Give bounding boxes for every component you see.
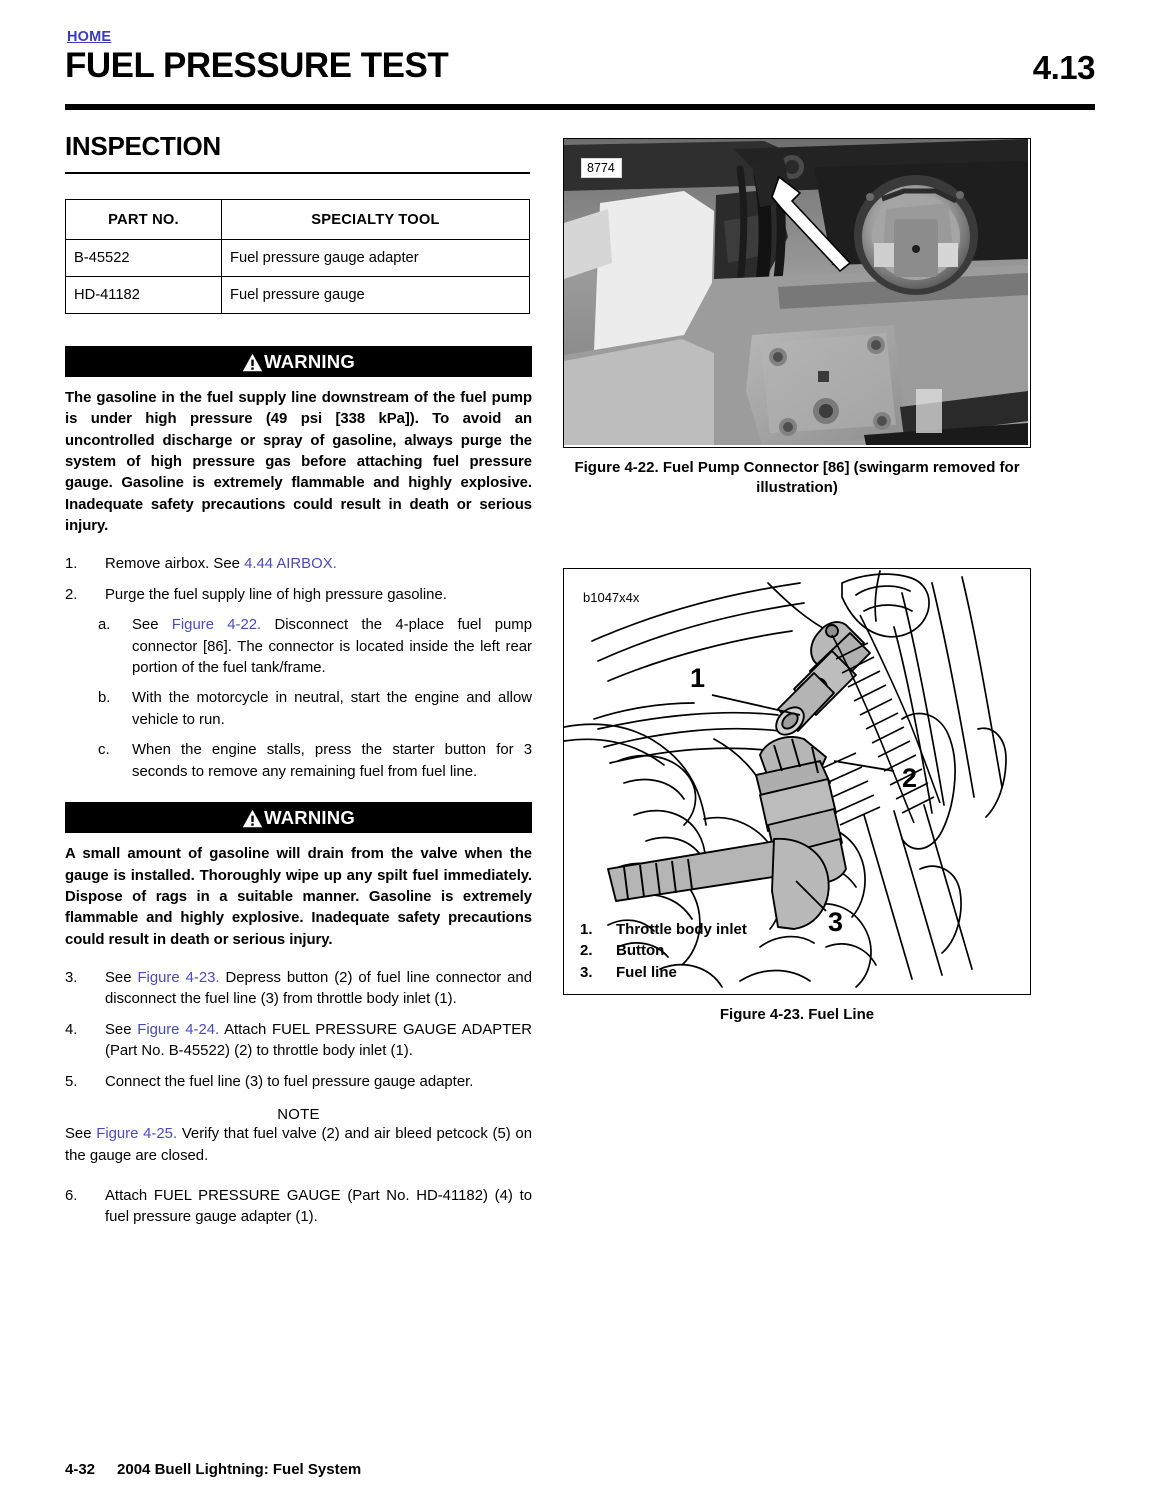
step-text: Connect the fuel line (3) to fuel pressure gauge adapter. (105, 1073, 474, 1090)
warning-text-1: The gasoline in the fuel supply line downstream of the fuel pump is under high pressure (49 psi [338 kPa]). To avoid an uncontrolled discharge or spray of gasoline, always purge the system of high pressure gas before attaching fuel pressure gauge. Gasoline is extremely flammable and highly explosive. Inadequate safety precautions could result in death or serious injury. (65, 390, 532, 534)
sub-step-text: With the motorcycle in neutral, start the engine and allow vehicle to run. (132, 690, 532, 728)
header-divider (65, 104, 1095, 110)
legend-item (580, 919, 747, 940)
warning-label: WARNING (264, 806, 355, 828)
figure-4-22-image (563, 138, 1031, 448)
note-text (65, 1124, 532, 1167)
step-number: 5. (65, 1073, 78, 1090)
cell-tool-name: Fuel pressure gauge (222, 277, 530, 314)
sub-step-letter: c. (98, 742, 110, 759)
step-text-before: Remove airbox. See (105, 556, 245, 573)
section-number: 4.13 (1032, 49, 1095, 86)
sub-step-letter: a. (98, 617, 111, 634)
warning-triangle-icon (242, 809, 263, 828)
table-row (66, 240, 530, 277)
legend-label: Fuel line (616, 963, 677, 981)
sub-step-text (132, 615, 532, 679)
step-text-before: See (105, 969, 138, 986)
step-number: 4. (65, 1021, 78, 1038)
left-column (65, 131, 532, 1238)
right-column (563, 138, 1031, 1025)
home-link[interactable]: HOME (67, 29, 112, 45)
callout-3: 3 (828, 906, 844, 937)
step-number: 3. (65, 969, 78, 986)
sub-step-a (98, 615, 532, 679)
figure-4-22-caption: Figure 4-22. Fuel Pump Connector [86] (swingarm removed for illustration) (574, 459, 1020, 496)
sub-step-letter: b. (98, 690, 111, 707)
step-number: 2. (65, 586, 78, 603)
note-heading: NOTE (277, 1107, 320, 1124)
step-number: 6. (65, 1188, 78, 1204)
cross-reference-link[interactable]: Figure 4-23. (137, 969, 220, 986)
step-text-after: Depress button (2) of fuel line connector and disconnect the fuel line (3) from throttle body inlet (1). (105, 969, 532, 1008)
step-text-before: See (105, 1021, 138, 1038)
cell-part-no: HD-41182 (66, 277, 222, 314)
step-4 (65, 1020, 532, 1063)
figure-4-23-legend (580, 919, 747, 983)
warning-triangle-icon (242, 353, 263, 372)
legend-number: 3. (580, 963, 593, 981)
warning-banner-1 (65, 346, 532, 377)
step-text (105, 1020, 532, 1063)
warning-label: WARNING (264, 350, 355, 372)
cross-reference-link[interactable]: Figure 4-22. (171, 617, 262, 634)
callout-2: 2 (902, 762, 918, 793)
legend-number: 2. (580, 942, 593, 960)
figure-4-22-image-id: 8774 (581, 158, 622, 178)
step-number: 1. (65, 556, 78, 573)
column-header-part-no: PART NO. (66, 200, 222, 240)
figure-4-23-image-id: b1047x4x (583, 589, 640, 605)
step-text: Attach FUEL PRESSURE GAUGE (Part No. HD-41182) (4) to fuel pressure gauge adapter (1). (105, 1188, 532, 1226)
inspection-heading: INSPECTION (65, 131, 221, 161)
legend-label: Button (616, 942, 665, 960)
column-header-specialty-tool: SPECIALTY TOOL (222, 200, 530, 240)
sub-step-b (98, 688, 532, 731)
note-text-after: Verify that fuel valve (2) and air bleed petcock (5) on the gauge are closed. (65, 1126, 532, 1164)
cross-reference-link[interactable]: 4.44 AIRBOX. (244, 556, 337, 573)
step-text (105, 554, 532, 575)
step-5 (65, 1072, 532, 1093)
legend-item (580, 940, 747, 961)
inspection-divider (65, 172, 530, 174)
sub-step-text: When the engine stalls, press the starter button for 3 seconds to remove any remaining fuel from fuel line. (132, 742, 532, 780)
footer-document-title: 2004 Buell Lightning: Fuel System (117, 1461, 362, 1478)
step-2 (65, 585, 532, 606)
cell-part-no: B-45522 (66, 240, 222, 277)
note-text-before: See (65, 1126, 97, 1143)
step-3 (65, 968, 532, 1011)
step-1 (65, 554, 532, 575)
cell-tool-name: Fuel pressure gauge adapter (222, 240, 530, 277)
step-text-after: Attach FUEL PRESSURE GAUGE ADAPTER (Part No. B-45522) (2) to throttle body inlet (1). (105, 1021, 532, 1060)
procedure-steps-group-2 (65, 968, 532, 1093)
page-footer (65, 1461, 361, 1478)
cross-reference-link[interactable]: Figure 4-25. (96, 1126, 178, 1143)
step-text (105, 968, 532, 1011)
figure-4-23-image (563, 568, 1031, 995)
legend-item (580, 962, 747, 983)
procedure-steps-group-3 (65, 1186, 532, 1229)
table-row (66, 277, 530, 314)
warning-banner-2 (65, 802, 532, 833)
step-text: Purge the fuel supply line of high pressure gasoline. (105, 586, 447, 603)
callout-1: 1 (690, 662, 706, 693)
procedure-steps-group-1 (65, 554, 532, 783)
legend-label: Throttle body inlet (616, 920, 747, 938)
figure-4-23-caption: Figure 4-23. Fuel Line (719, 1005, 875, 1023)
legend-number: 1. (580, 920, 593, 938)
cross-reference-link[interactable]: Figure 4-24. (137, 1021, 220, 1038)
sub-step-text-after: Disconnect the 4-place fuel pump connector [86]. The connector is located inside the left rear portion of the fuel tank/frame. (132, 617, 532, 676)
page-title: FUEL PRESSURE TEST (65, 46, 449, 85)
sub-steps-list (98, 615, 532, 783)
specialty-tool-table (65, 199, 530, 314)
footer-page-number: 4-32 (65, 1461, 96, 1478)
sub-step-text-before: See (132, 617, 172, 634)
table-header-row (66, 200, 530, 240)
sub-step-c (98, 740, 532, 783)
warning-text-2: A small amount of gasoline will drain from the valve when the gauge is installed. Thoroughly wipe up any spilt fuel immediately. Dispose of rags in a suitable manner. Gasoline is extremely flammable and highly explosive. Inadequate safety precautions could result in death or serious injury. (65, 846, 532, 948)
step-6 (65, 1186, 532, 1229)
